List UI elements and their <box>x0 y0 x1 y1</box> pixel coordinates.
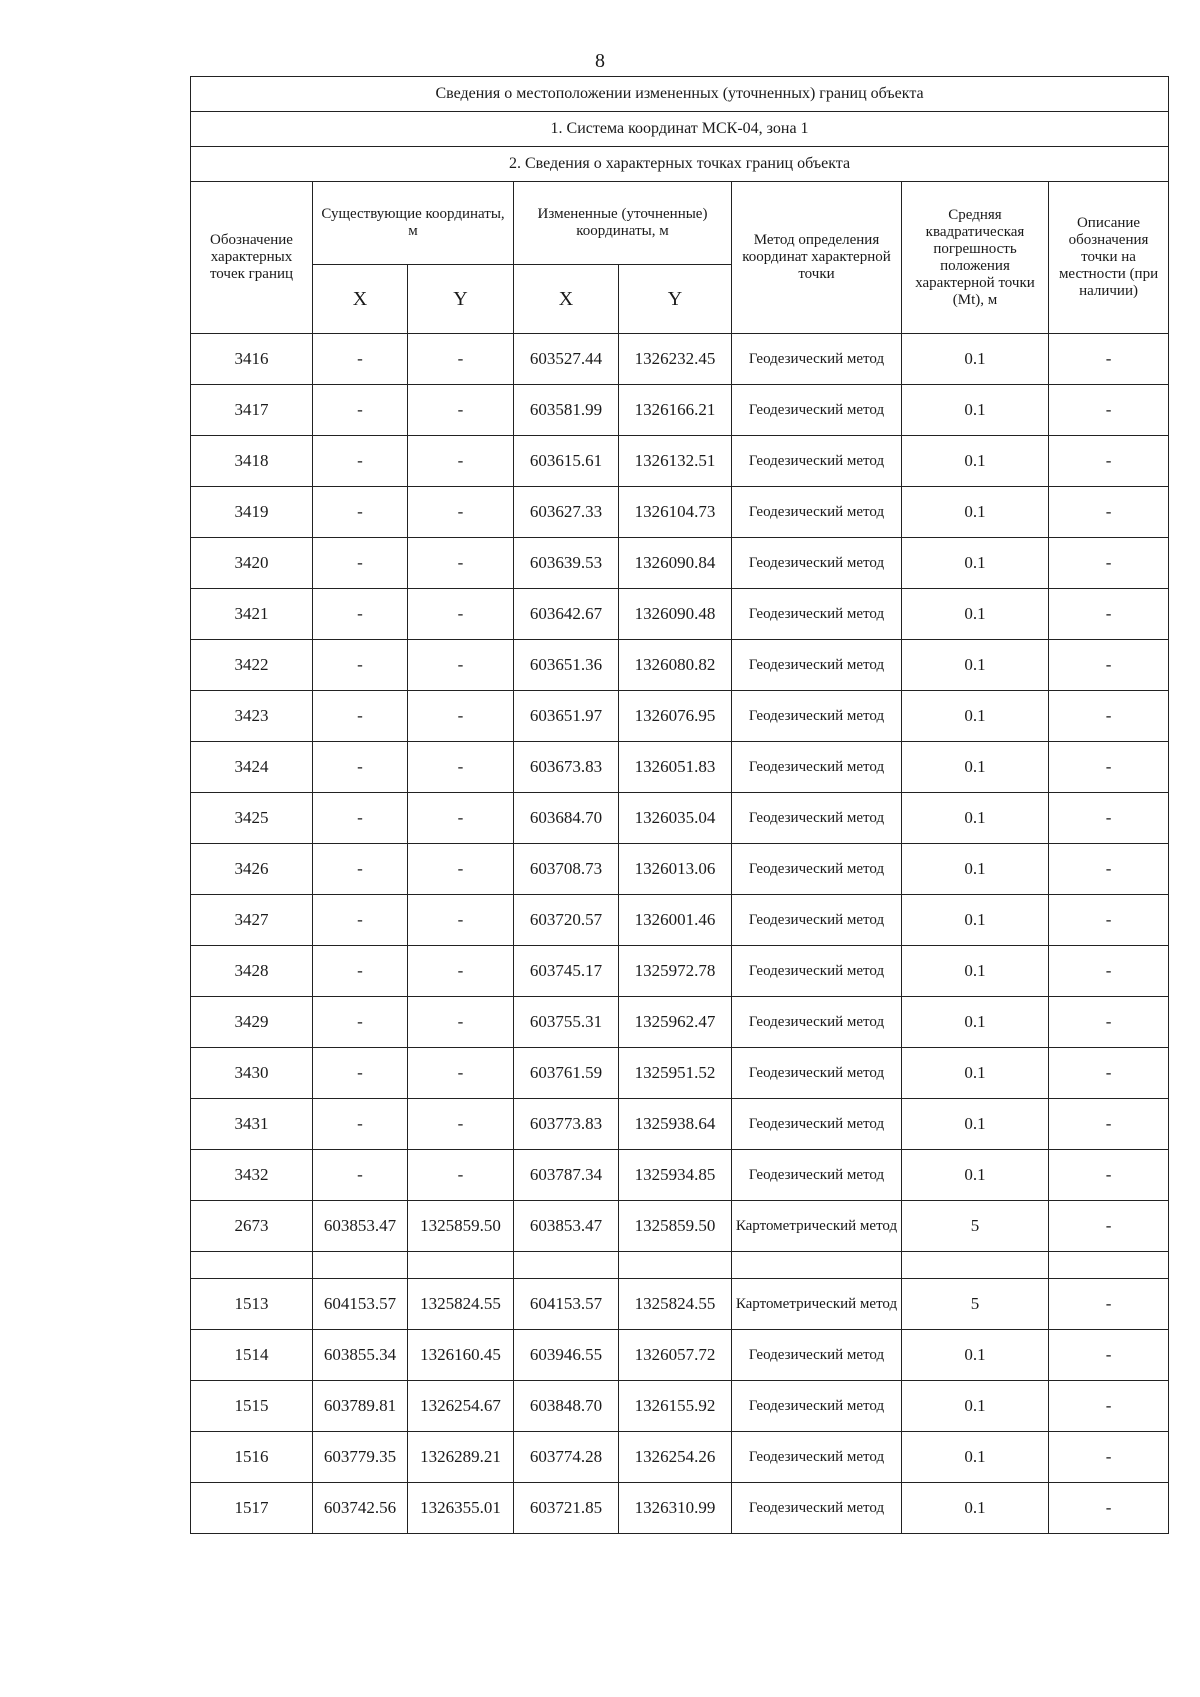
cell-existing-y: 1326254.67 <box>408 1381 514 1432</box>
cell-point-id: 3425 <box>191 793 313 844</box>
cell-existing-y: - <box>408 589 514 640</box>
cell-point-description: - <box>1049 538 1169 589</box>
table-row <box>191 1201 1169 1252</box>
cell-mean-square-error: 0.1 <box>902 1381 1049 1432</box>
cell-existing-y: 1326160.45 <box>408 1330 514 1381</box>
cell-point-description: - <box>1049 1048 1169 1099</box>
cell-point-description: - <box>1049 691 1169 742</box>
table-row <box>191 844 1169 895</box>
table-row <box>191 385 1169 436</box>
cell-existing-y: - <box>408 487 514 538</box>
cell-point-id: 3424 <box>191 742 313 793</box>
cell-existing-x: 603855.34 <box>313 1330 408 1381</box>
cell-existing-y: - <box>408 946 514 997</box>
cell-existing-x: 603742.56 <box>313 1483 408 1534</box>
coordinates-table <box>190 76 1169 1534</box>
cell-method: Геодезический метод <box>732 1150 902 1201</box>
cell-changed-y: 1325934.85 <box>619 1150 732 1201</box>
cell-point-description: - <box>1049 334 1169 385</box>
cell-existing-y: 1326289.21 <box>408 1432 514 1483</box>
cell-mean-square-error: 0.1 <box>902 1099 1049 1150</box>
cell-point-description: - <box>1049 436 1169 487</box>
table-row <box>191 1099 1169 1150</box>
cell-existing-y: - <box>408 895 514 946</box>
cell-method: Геодезический метод <box>732 1099 902 1150</box>
table-row <box>191 1483 1169 1534</box>
cell-method: Геодезический метод <box>732 538 902 589</box>
cell-point-id: 3418 <box>191 436 313 487</box>
page-number: 8 <box>595 50 605 72</box>
cell-method: Геодезический метод <box>732 436 902 487</box>
table-row <box>191 1381 1169 1432</box>
cell-existing-y: - <box>408 334 514 385</box>
cell-existing-x: - <box>313 742 408 793</box>
cell-changed-x: 603651.97 <box>514 691 619 742</box>
cell-point-description: - <box>1049 1150 1169 1201</box>
cell-point-id: 3421 <box>191 589 313 640</box>
cell-changed-x: 603720.57 <box>514 895 619 946</box>
cell-point-id: 3432 <box>191 1150 313 1201</box>
header-mean-square-error: Средняя квадратическая погрешность положения характерной точки (Mt), м <box>902 182 1049 334</box>
cell-point-id: 3429 <box>191 997 313 1048</box>
cell-existing-x: - <box>313 436 408 487</box>
header-designation: Обозначение характерных точек границ <box>191 182 313 334</box>
cell-changed-x: 603848.70 <box>514 1381 619 1432</box>
cell-changed-y: 1325962.47 <box>619 997 732 1048</box>
cell-mean-square-error: 0.1 <box>902 844 1049 895</box>
cell-method: Геодезический метод <box>732 1048 902 1099</box>
cell-existing-x: 603789.81 <box>313 1381 408 1432</box>
header-point-description: Описание обозначения точки на местности (при наличии) <box>1049 182 1169 334</box>
cell-existing-x: - <box>313 1099 408 1150</box>
cell-changed-y: 1326232.45 <box>619 334 732 385</box>
cell-point-description: - <box>1049 946 1169 997</box>
cell-existing-y: - <box>408 1099 514 1150</box>
cell-point-description: - <box>1049 385 1169 436</box>
cell-mean-square-error: 0.1 <box>902 997 1049 1048</box>
table-row <box>191 538 1169 589</box>
table-body <box>191 334 1169 1534</box>
cell-point-id: 1514 <box>191 1330 313 1381</box>
cell-point-description: - <box>1049 997 1169 1048</box>
cell-method: Геодезический метод <box>732 793 902 844</box>
table-titles <box>191 77 1169 182</box>
cell-point-description: - <box>1049 1279 1169 1330</box>
cell-existing-x: - <box>313 487 408 538</box>
table-row <box>191 1252 1169 1279</box>
header-method: Метод определения координат характерной точки <box>732 182 902 334</box>
cell-point-id: 2673 <box>191 1201 313 1252</box>
header-existing-x: X <box>313 265 408 334</box>
header-changed-coordinates: Измененные (уточненные) координаты, м <box>514 182 732 265</box>
cell-method: Геодезический метод <box>732 844 902 895</box>
cell-existing-y: - <box>408 1048 514 1099</box>
cell-existing-y: 1326355.01 <box>408 1483 514 1534</box>
cell-changed-x: 603853.47 <box>514 1201 619 1252</box>
cell-changed-y: 1325938.64 <box>619 1099 732 1150</box>
table-row <box>191 436 1169 487</box>
cell-existing-y: - <box>408 640 514 691</box>
cell-changed-y: 1326001.46 <box>619 895 732 946</box>
cell-changed-x: 603642.67 <box>514 589 619 640</box>
table-row <box>191 1330 1169 1381</box>
cell-method: Геодезический метод <box>732 640 902 691</box>
cell-point-id: 1517 <box>191 1483 313 1534</box>
cell-existing-x: - <box>313 1048 408 1099</box>
cell-point-description: - <box>1049 487 1169 538</box>
cell-existing-x: - <box>313 997 408 1048</box>
cell-method: Геодезический метод <box>732 487 902 538</box>
cell-mean-square-error: 0.1 <box>902 946 1049 997</box>
cell-changed-x: 603946.55 <box>514 1330 619 1381</box>
cell-existing-x: - <box>313 538 408 589</box>
cell-changed-y: 1326013.06 <box>619 844 732 895</box>
cell-changed-y: 1326310.99 <box>619 1483 732 1534</box>
cell-changed-x: 603721.85 <box>514 1483 619 1534</box>
cell-mean-square-error: 0.1 <box>902 334 1049 385</box>
cell-mean-square-error: 0.1 <box>902 1048 1049 1099</box>
cell-point-id: 3430 <box>191 1048 313 1099</box>
table-row <box>191 997 1169 1048</box>
cell-existing-x <box>313 1252 408 1279</box>
cell-existing-x: - <box>313 589 408 640</box>
cell-point-description <box>1049 1252 1169 1279</box>
cell-point-description: - <box>1049 1483 1169 1534</box>
cell-point-id: 3419 <box>191 487 313 538</box>
cell-changed-x: 603745.17 <box>514 946 619 997</box>
cell-point-description: - <box>1049 1201 1169 1252</box>
table-row <box>191 1150 1169 1201</box>
cell-method: Геодезический метод <box>732 691 902 742</box>
cell-mean-square-error: 0.1 <box>902 487 1049 538</box>
cell-existing-x: 604153.57 <box>313 1279 408 1330</box>
cell-method: Геодезический метод <box>732 1432 902 1483</box>
cell-existing-x: - <box>313 1150 408 1201</box>
cell-changed-x <box>514 1252 619 1279</box>
cell-method: Геодезический метод <box>732 997 902 1048</box>
cell-changed-y: 1326132.51 <box>619 436 732 487</box>
cell-method: Геодезический метод <box>732 742 902 793</box>
cell-existing-x: - <box>313 691 408 742</box>
table-row <box>191 895 1169 946</box>
header-existing-coordinates: Существующие координаты, м <box>313 182 514 265</box>
table-row <box>191 691 1169 742</box>
header-changed-y: Y <box>619 265 732 334</box>
cell-point-description: - <box>1049 844 1169 895</box>
cell-changed-x: 603708.73 <box>514 844 619 895</box>
cell-method: Геодезический метод <box>732 589 902 640</box>
table-title-coordinate-system: 1. Система координат МСК-04, зона 1 <box>191 112 1169 147</box>
table-row <box>191 1048 1169 1099</box>
cell-point-id: 1513 <box>191 1279 313 1330</box>
cell-method: Геодезический метод <box>732 1381 902 1432</box>
cell-existing-y: - <box>408 844 514 895</box>
cell-mean-square-error: 0.1 <box>902 742 1049 793</box>
cell-existing-x: - <box>313 334 408 385</box>
cell-changed-y: 1326035.04 <box>619 793 732 844</box>
table-row <box>191 334 1169 385</box>
table-row <box>191 640 1169 691</box>
cell-changed-x: 603773.83 <box>514 1099 619 1150</box>
cell-changed-x: 603651.36 <box>514 640 619 691</box>
cell-changed-y: 1325972.78 <box>619 946 732 997</box>
cell-existing-x: 603853.47 <box>313 1201 408 1252</box>
cell-changed-y: 1326057.72 <box>619 1330 732 1381</box>
cell-point-id: 3427 <box>191 895 313 946</box>
table-row <box>191 1432 1169 1483</box>
cell-changed-y: 1325951.52 <box>619 1048 732 1099</box>
cell-existing-x: - <box>313 640 408 691</box>
cell-existing-x: - <box>313 793 408 844</box>
cell-mean-square-error <box>902 1252 1049 1279</box>
cell-existing-y: - <box>408 436 514 487</box>
cell-mean-square-error: 0.1 <box>902 691 1049 742</box>
cell-point-description: - <box>1049 1330 1169 1381</box>
table-row <box>191 487 1169 538</box>
cell-mean-square-error: 0.1 <box>902 385 1049 436</box>
cell-changed-y: 1326166.21 <box>619 385 732 436</box>
cell-changed-y: 1326051.83 <box>619 742 732 793</box>
cell-point-description: - <box>1049 1381 1169 1432</box>
cell-point-id <box>191 1252 313 1279</box>
cell-existing-x: 603779.35 <box>313 1432 408 1483</box>
cell-mean-square-error: 0.1 <box>902 589 1049 640</box>
table-row <box>191 793 1169 844</box>
cell-changed-x: 603684.70 <box>514 793 619 844</box>
cell-changed-y: 1326076.95 <box>619 691 732 742</box>
cell-existing-y: 1325824.55 <box>408 1279 514 1330</box>
cell-mean-square-error: 0.1 <box>902 793 1049 844</box>
table-title-points-info: 2. Сведения о характерных точках границ объекта <box>191 147 1169 182</box>
cell-method: Геодезический метод <box>732 385 902 436</box>
cell-mean-square-error: 0.1 <box>902 538 1049 589</box>
cell-existing-y: - <box>408 691 514 742</box>
cell-point-id: 3428 <box>191 946 313 997</box>
cell-mean-square-error: 0.1 <box>902 1483 1049 1534</box>
cell-mean-square-error: 0.1 <box>902 895 1049 946</box>
cell-method: Геодезический метод <box>732 1483 902 1534</box>
cell-existing-y: - <box>408 793 514 844</box>
cell-point-id: 3416 <box>191 334 313 385</box>
cell-mean-square-error: 0.1 <box>902 1330 1049 1381</box>
cell-changed-y: 1326155.92 <box>619 1381 732 1432</box>
cell-changed-x: 603581.99 <box>514 385 619 436</box>
cell-point-id: 3422 <box>191 640 313 691</box>
cell-changed-x: 603673.83 <box>514 742 619 793</box>
cell-existing-x: - <box>313 895 408 946</box>
header-existing-y: Y <box>408 265 514 334</box>
cell-method: Геодезический метод <box>732 1330 902 1381</box>
cell-changed-x: 603639.53 <box>514 538 619 589</box>
cell-point-description: - <box>1049 895 1169 946</box>
cell-changed-x: 603527.44 <box>514 334 619 385</box>
cell-existing-y <box>408 1252 514 1279</box>
cell-changed-y: 1326104.73 <box>619 487 732 538</box>
cell-changed-x: 604153.57 <box>514 1279 619 1330</box>
cell-mean-square-error: 0.1 <box>902 640 1049 691</box>
cell-method: Картометрический метод <box>732 1279 902 1330</box>
cell-existing-y: - <box>408 385 514 436</box>
cell-point-description: - <box>1049 1099 1169 1150</box>
cell-mean-square-error: 0.1 <box>902 436 1049 487</box>
cell-point-description: - <box>1049 793 1169 844</box>
cell-point-id: 3417 <box>191 385 313 436</box>
cell-point-id: 1515 <box>191 1381 313 1432</box>
cell-point-id: 3423 <box>191 691 313 742</box>
cell-mean-square-error: 0.1 <box>902 1150 1049 1201</box>
cell-point-id: 3431 <box>191 1099 313 1150</box>
table-row <box>191 589 1169 640</box>
cell-method: Картометрический метод <box>732 1201 902 1252</box>
cell-changed-y: 1326080.82 <box>619 640 732 691</box>
cell-point-id: 3420 <box>191 538 313 589</box>
table-row <box>191 1279 1169 1330</box>
cell-changed-y: 1326090.84 <box>619 538 732 589</box>
cell-existing-y: - <box>408 742 514 793</box>
cell-mean-square-error: 5 <box>902 1279 1049 1330</box>
cell-existing-y: - <box>408 997 514 1048</box>
cell-existing-y: 1325859.50 <box>408 1201 514 1252</box>
cell-changed-y: 1326090.48 <box>619 589 732 640</box>
table-title-main: Сведения о местоположении измененных (уточненных) границ объекта <box>191 77 1169 112</box>
cell-changed-y: 1325824.55 <box>619 1279 732 1330</box>
cell-method <box>732 1252 902 1279</box>
cell-mean-square-error: 5 <box>902 1201 1049 1252</box>
cell-changed-x: 603761.59 <box>514 1048 619 1099</box>
cell-changed-x: 603755.31 <box>514 997 619 1048</box>
table-header <box>191 182 1169 334</box>
cell-method: Геодезический метод <box>732 946 902 997</box>
cell-changed-x: 603787.34 <box>514 1150 619 1201</box>
cell-method: Геодезический метод <box>732 334 902 385</box>
cell-point-description: - <box>1049 1432 1169 1483</box>
cell-changed-y <box>619 1252 732 1279</box>
table-row <box>191 946 1169 997</box>
cell-changed-x: 603627.33 <box>514 487 619 538</box>
table-row <box>191 742 1169 793</box>
cell-method: Геодезический метод <box>732 895 902 946</box>
header-changed-x: X <box>514 265 619 334</box>
cell-changed-y: 1325859.50 <box>619 1201 732 1252</box>
cell-point-description: - <box>1049 589 1169 640</box>
cell-existing-y: - <box>408 1150 514 1201</box>
cell-point-description: - <box>1049 640 1169 691</box>
cell-changed-x: 603774.28 <box>514 1432 619 1483</box>
cell-existing-y: - <box>408 538 514 589</box>
cell-existing-x: - <box>313 844 408 895</box>
cell-mean-square-error: 0.1 <box>902 1432 1049 1483</box>
cell-point-description: - <box>1049 742 1169 793</box>
cell-existing-x: - <box>313 385 408 436</box>
cell-changed-x: 603615.61 <box>514 436 619 487</box>
cell-point-id: 3426 <box>191 844 313 895</box>
cell-changed-y: 1326254.26 <box>619 1432 732 1483</box>
cell-point-id: 1516 <box>191 1432 313 1483</box>
cell-existing-x: - <box>313 946 408 997</box>
